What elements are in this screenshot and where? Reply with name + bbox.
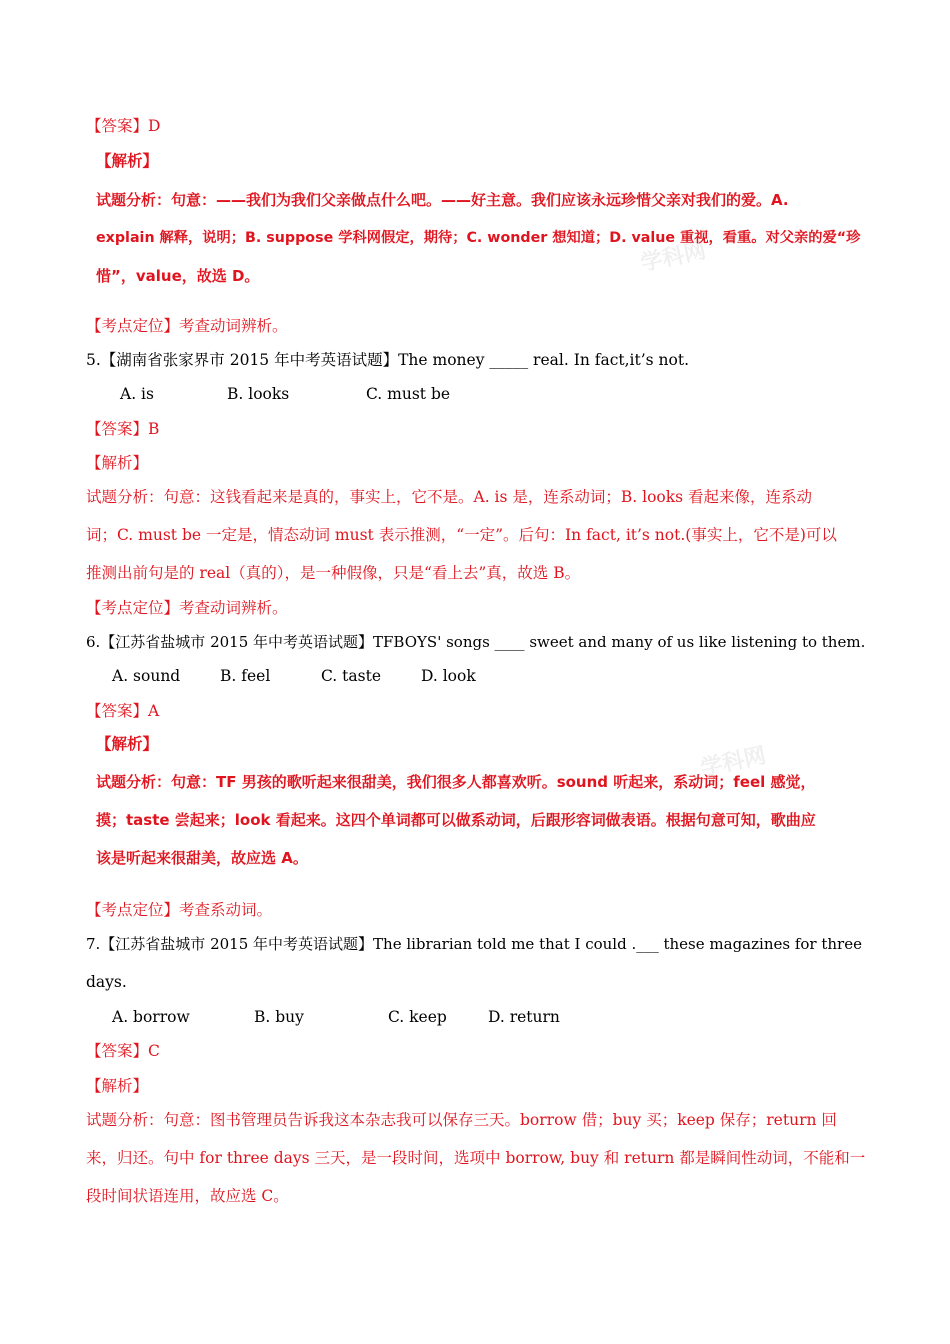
q4-analysis-line-1: 试题分析：句意：——我们为我们父亲做点什么吧。——好主意。我们应该永远珍惜父亲对我们的爱。A. [96, 191, 789, 209]
q6-option-b: B. feel [220, 667, 271, 685]
q5-stem: 5.【湖南省张家界市 2015 年中考英语试题】The money _____ real. In fact,it’s not. [86, 351, 690, 369]
q5-option-b: B. looks [227, 385, 290, 403]
q7-option-a: A. borrow [112, 1008, 190, 1026]
q6-option-d: D. look [421, 667, 476, 685]
q6-option-a: A. sound [112, 667, 181, 685]
q7-analysis-label: 【解析】 [86, 1077, 149, 1095]
q4-point: 【考点定位】考查动词辨析。 [86, 317, 288, 335]
q4-analysis-line-2: explain 解释，说明；B. suppose 学科网假定，期待；C. wonder 想知道；D. value 重视，看重。对父亲的爱“珍 [96, 230, 861, 246]
q7-answer: 【答案】C [86, 1042, 160, 1060]
q7-analysis-line-2: 来，归还。句中 for three days 三天，是一段时间，选项中 borrow, buy 和 return 都是瞬间性动词，不能和一 [86, 1149, 866, 1167]
q7-stem-line-1: 7.【江苏省盐城市 2015 年中考英语试题】The librarian told me that I could .___ these magazines for three [86, 935, 862, 953]
q7-stem-line-2: days. [86, 973, 127, 991]
q6-analysis-label: 【解析】 [96, 735, 159, 753]
watermark: 学科网 [698, 743, 769, 782]
q5-analysis-label: 【解析】 [86, 454, 149, 472]
q4-answer: 【答案】D [86, 117, 161, 135]
q4-analysis-line-3: 惜”，value，故选 D。 [96, 267, 260, 285]
q5-point: 【考点定位】考查动词辨析。 [86, 599, 288, 617]
q6-analysis-line-2: 摸；taste 尝起来；look 看起来。这四个单词都可以做系动词，后跟形容词做表语。根据句意可知，歌曲应 [96, 811, 816, 829]
q7-option-b: B. buy [254, 1008, 304, 1026]
q6-answer: 【答案】A [86, 702, 160, 720]
q6-analysis-line-3: 该是听起来很甜美，故应选 A。 [96, 849, 308, 867]
q7-option-c: C. keep [388, 1008, 447, 1026]
watermark: 学科网 [638, 238, 709, 277]
q5-analysis-line-1: 试题分析：句意：这钱看起来是真的，事实上，它不是。A. is 是，连系动词；B. looks 看起来像，连系动 [86, 488, 813, 506]
q5-analysis-line-2: 词；C. must be 一定是，情态动词 must 表示推测，“一定”。后句：In fact, it’s not.(事实上，它不是)可以 [86, 526, 837, 544]
q6-point: 【考点定位】考查系动词。 [86, 901, 273, 919]
q5-option-a: A. is [120, 385, 154, 403]
q7-option-d: D. return [488, 1008, 560, 1026]
q6-analysis-line-1: 试题分析：句意：TF 男孩的歌听起来很甜美，我们很多人都喜欢听。sound 听起来，系动词；feel 感觉， [96, 773, 816, 791]
q7-analysis-line-3: 段时间状语连用，故应选 C。 [86, 1187, 289, 1205]
q6-option-c: C. taste [321, 667, 381, 685]
q6-stem: 6.【江苏省盐城市 2015 年中考英语试题】TFBOYS' songs ____ sweet and many of us like listening to them. [86, 633, 866, 651]
q5-option-c: C. must be [366, 385, 451, 403]
q4-analysis-label: 【解析】 [96, 152, 159, 170]
q5-analysis-line-3: 推测出前句是的 real（真的），是一种假像，只是“看上去”真，故选 B。 [86, 564, 581, 582]
q5-answer: 【答案】B [86, 420, 160, 438]
q7-analysis-line-1: 试题分析：句意：图书管理员告诉我这本杂志我可以保存三天。borrow 借；buy 买；keep 保存；return 回 [86, 1111, 837, 1129]
